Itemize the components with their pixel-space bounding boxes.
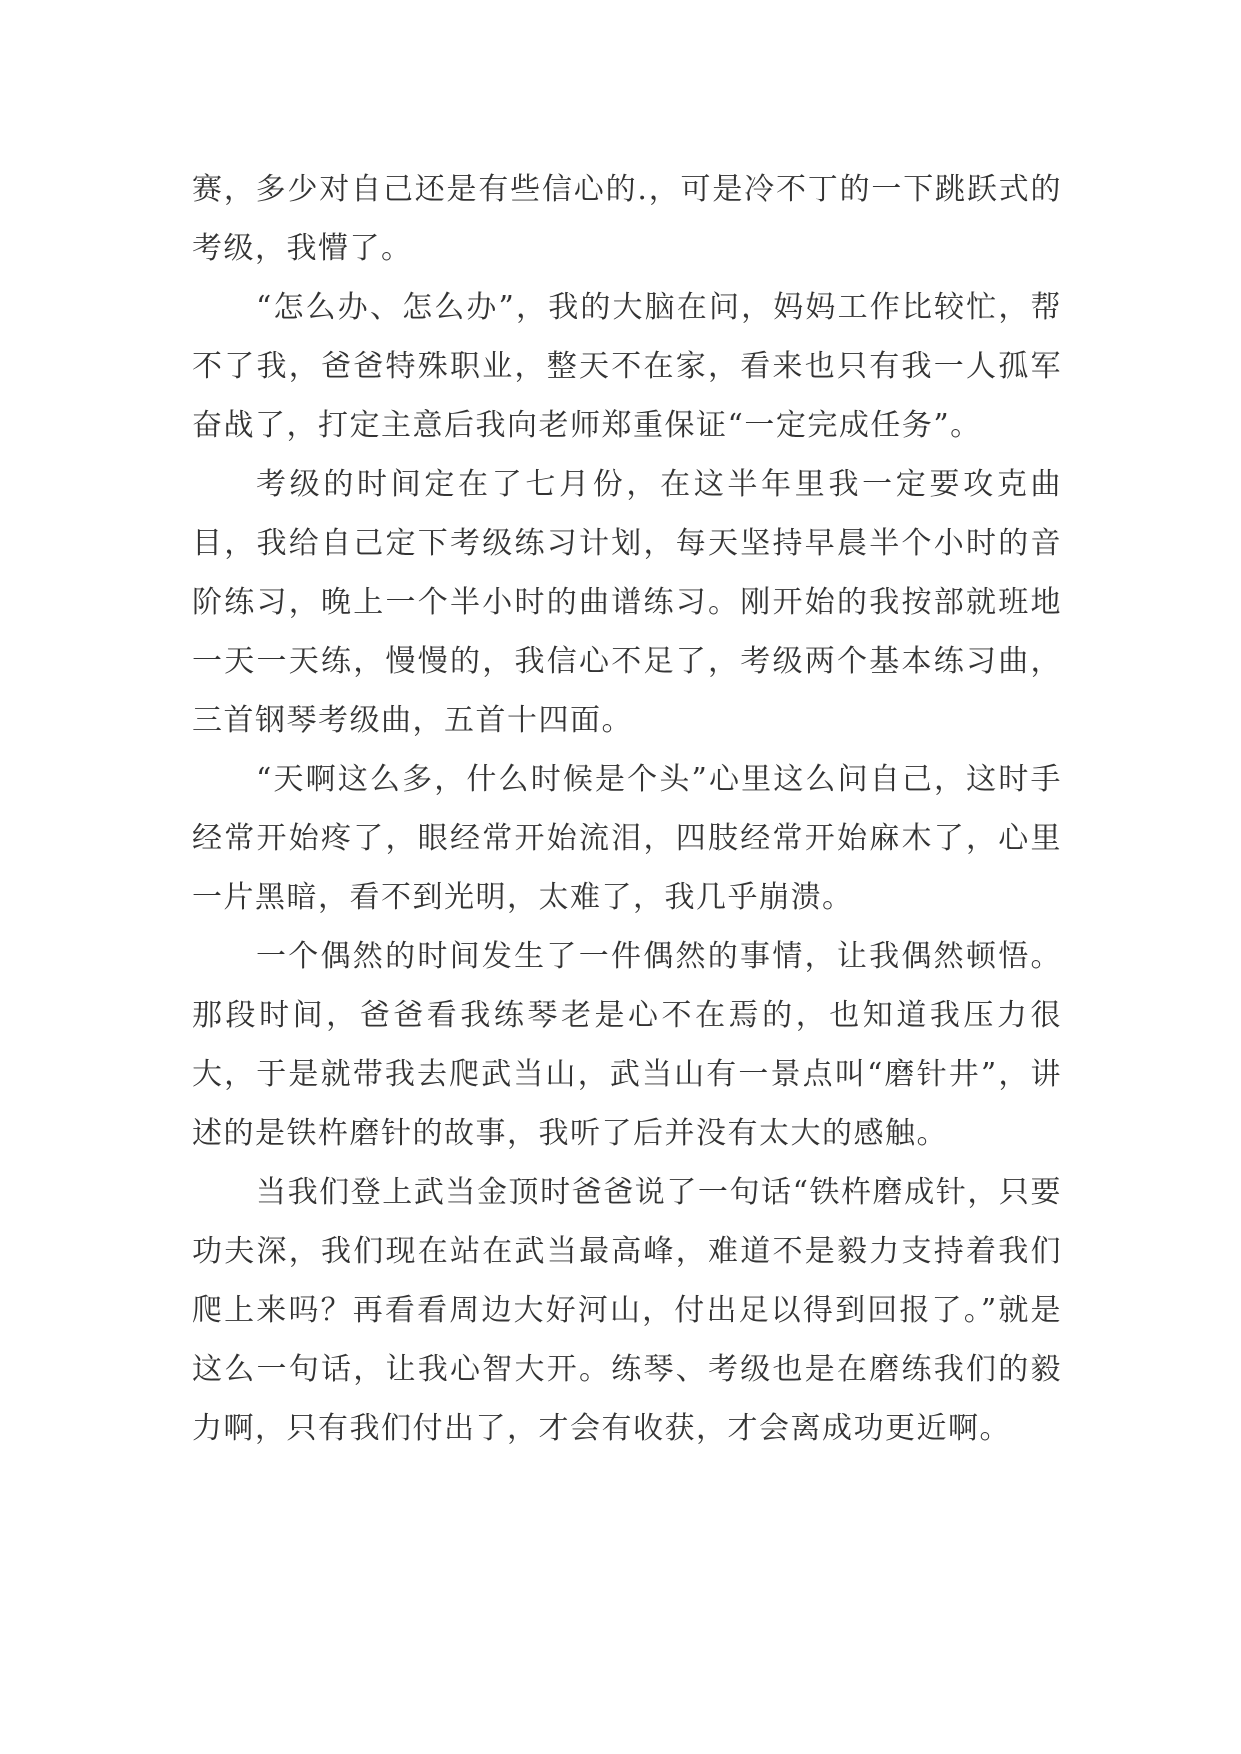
paragraph-3: 考级的时间定在了七月份，在这半年里我一定要攻克曲目，我给自己定下考级练习计划，每天坚持早晨半个小时的音阶练习，晚上一个半小时的曲谱练习。刚开始的我按部就班地一天一天练，慢慢的，我信心不足了，考级两个基本练习曲，三首钢琴考级曲，五首十四面。 (192, 467, 1062, 738)
paragraph-2: “怎么办、怎么办”，我的大脑在问，妈妈工作比较忙，帮不了我，爸爸特殊职业，整天不在家，看来也只有我一人孤军奋战了，打定主意后我向老师郑重保证“一定完成任务”。 (192, 290, 1062, 443)
paragraph-4: “天啊这么多，什么时候是个头”心里这么问自己，这时手经常开始疼了，眼经常开始流泪，四肢经常开始麻木了，心里一片黑暗，看不到光明，太难了，我几乎崩溃。 (192, 762, 1062, 915)
paragraph-1: 赛，多少对自己还是有些信心的.，可是冷不丁的一下跳跃式的考级，我懵了。 (192, 172, 1062, 266)
paragraph-5: 一个偶然的时间发生了一件偶然的事情，让我偶然顿悟。那段时间，爸爸看我练琴老是心不在焉的，也知道我压力很大，于是就带我去爬武当山，武当山有一景点叫“磨针井”，讲述的是铁杵磨针的故事，我听了后并没有太大的感触。 (192, 939, 1062, 1151)
paragraph-6: 当我们登上武当金顶时爸爸说了一句话“铁杵磨成针，只要功夫深，我们现在站在武当最高峰，难道不是毅力支持着我们爬上来吗？再看看周边大好河山，付出足以得到回报了。”就是这么一句话，让我心智大开。练琴、考级也是在磨练我们的毅力啊，只有我们付出了，才会有收获，才会离成功更近啊。 (192, 1175, 1062, 1446)
document-body (192, 160, 1062, 1458)
